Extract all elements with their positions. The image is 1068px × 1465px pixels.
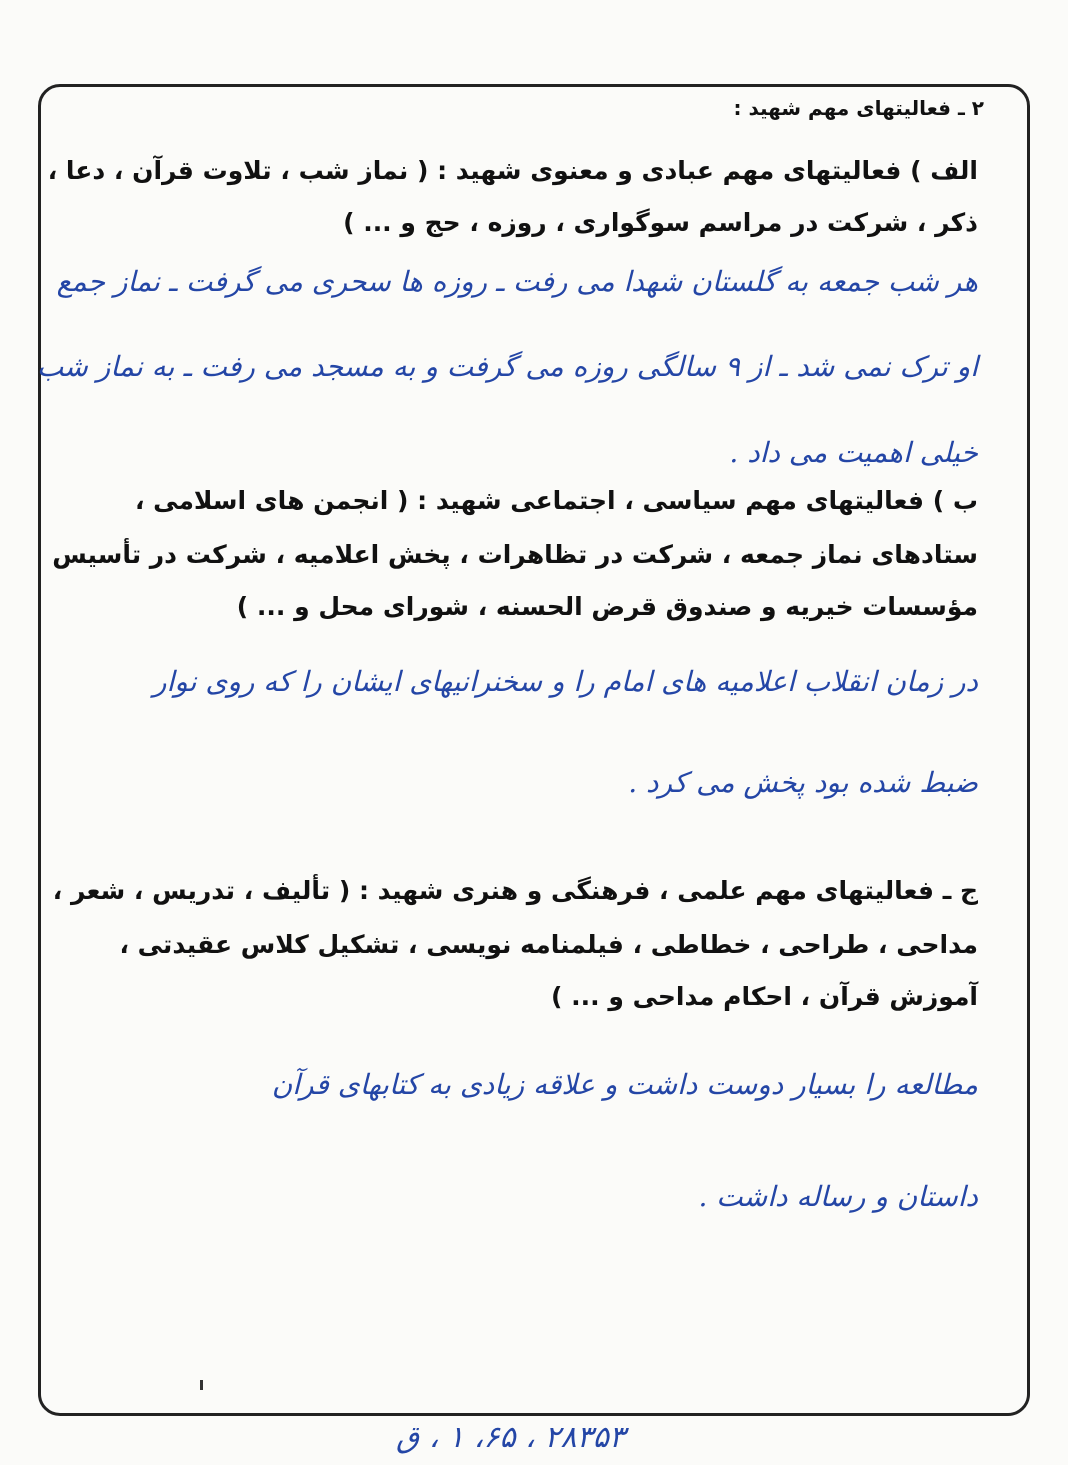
part-b-printed-line-1: ب ) فعالیتهای مهم سیاسی ، اجتماعی شهید : ( انجمن های اسلامی ، — [134, 486, 978, 515]
part-c-printed-line-1: ج ـ فعالیتهای مهم علمی ، فرهنگی و هنری شهید : ( تألیف ، تدریس ، شعر ، — [52, 876, 978, 905]
part-c-printed-line-2: مداحی ، طراحی ، خطاطی ، فیلمنامه نویسی ، تشکیل کلاس عقیدتی ، — [119, 930, 978, 959]
part-c-printed-line-3: آموزش قرآن ، احکام مداحی و ... ) — [551, 982, 978, 1011]
part-b-handwritten-line-1: در زمان انقلاب اعلامیه های امام را و سخنرانیهای ایشان را که روی نوار — [152, 665, 978, 698]
part-b-printed-line-3: مؤسسات خیریه و صندوق قرض الحسنه ، شورای محل و ... ) — [236, 592, 978, 621]
part-a-handwritten-line-1: هر شب جمعه به گلستان شهدا می رفت ـ روزه ها سحری می گرفت ـ نماز جمع — [56, 265, 978, 298]
part-c-handwritten-line-2: داستان و رساله داشت . — [698, 1180, 978, 1213]
part-c-handwritten-line-1: مطالعه را بسیار دوست داشت و علاقه زیادی به کتابهای قرآن — [271, 1068, 978, 1101]
stray-ink-mark — [200, 1380, 203, 1390]
part-a-printed-line-1: الف ) فعالیتهای مهم عبادی و معنوی شهید : ( نماز شب ، تلاوت قرآن ، دعا ، — [47, 156, 978, 185]
part-a-handwritten-line-3: خیلی اهمیت می داد . — [729, 436, 978, 469]
part-a-handwritten-line-2: او ترک نمی شد ـ از ۹ سالگی روزه می گرفت و به مسجد می رفت ـ به نماز شب — [36, 350, 978, 383]
part-a-printed-line-2: ذکر ، شرکت در مراسم سوگواری ، روزه ، حج و ... ) — [343, 208, 978, 237]
part-b-handwritten-line-2: ضبط شده بود پخش می کرد . — [628, 766, 978, 799]
section-heading: ۲ ـ فعالیتهای مهم شهید : — [733, 96, 984, 120]
archive-number: ۲۸۳۵۳ ، ۶۵، ۱ ، ق — [396, 1420, 625, 1455]
part-b-printed-line-2: ستادهای نماز جمعه ، شرکت در تظاهرات ، پخش اعلامیه ، شرکت در تأسیس — [52, 540, 978, 569]
